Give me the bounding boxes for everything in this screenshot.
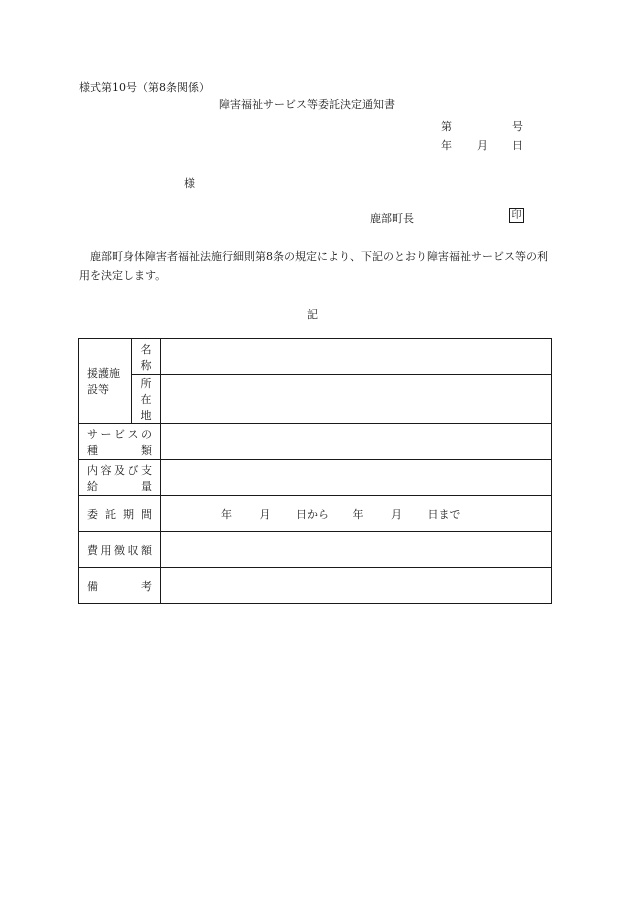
- date-year-label: 年: [441, 139, 452, 152]
- seal-stamp: 印: [509, 208, 524, 223]
- remarks-label: 備考: [79, 568, 161, 604]
- number-prefix: 第: [441, 120, 452, 133]
- location-label: 所在地: [132, 375, 161, 424]
- date-month-label: 月: [477, 139, 488, 152]
- period-end-day: 日まで: [427, 507, 461, 521]
- name-label: 名 称: [132, 339, 161, 375]
- table-row-period: [79, 496, 552, 532]
- document-title: 障害福祉サービス等委託決定通知書: [219, 98, 395, 111]
- date-day-label: 日: [512, 139, 523, 152]
- name-value: [161, 339, 552, 375]
- ki-heading: 記: [307, 308, 318, 321]
- service-type-label: サービスの種類: [79, 424, 161, 460]
- decision-table: [78, 338, 552, 604]
- table-row-facility-location: [79, 375, 552, 424]
- body-text: 鹿部町身体障害者福祉法施行細則第8条の規定により、下記のとおり障害福祉サービス等の利用を決定します。: [79, 250, 548, 282]
- period-start-year: 年: [221, 507, 232, 521]
- location-value: [161, 375, 552, 424]
- facility-group-label: 援護施設等: [79, 339, 132, 424]
- form-number: 様式第10号（第8条関係）: [79, 81, 210, 94]
- content-label: 内容及び支給量: [79, 460, 161, 496]
- service-type-value: [161, 424, 552, 460]
- period-label: 委託期間: [79, 496, 161, 532]
- remarks-value: [161, 568, 552, 604]
- period-end-month: 月: [391, 507, 402, 521]
- period-end-year: 年: [352, 507, 364, 521]
- number-suffix: 号: [512, 120, 523, 133]
- period-value: [161, 496, 552, 532]
- period-start-day: 日から: [296, 507, 329, 521]
- sender-name: 鹿部町長: [370, 212, 414, 225]
- table-row-remarks: [79, 568, 552, 604]
- table-row-service-type: [79, 424, 552, 460]
- addressee-suffix: 様: [184, 177, 195, 190]
- fee-label: 費用徴収額: [79, 532, 161, 568]
- period-start-month: 月: [259, 507, 271, 521]
- table-row-fee: [79, 532, 552, 568]
- table-row-content: [79, 460, 552, 496]
- content-value: [161, 460, 552, 496]
- fee-value: [161, 532, 552, 568]
- table-row-facility-name: [79, 339, 552, 375]
